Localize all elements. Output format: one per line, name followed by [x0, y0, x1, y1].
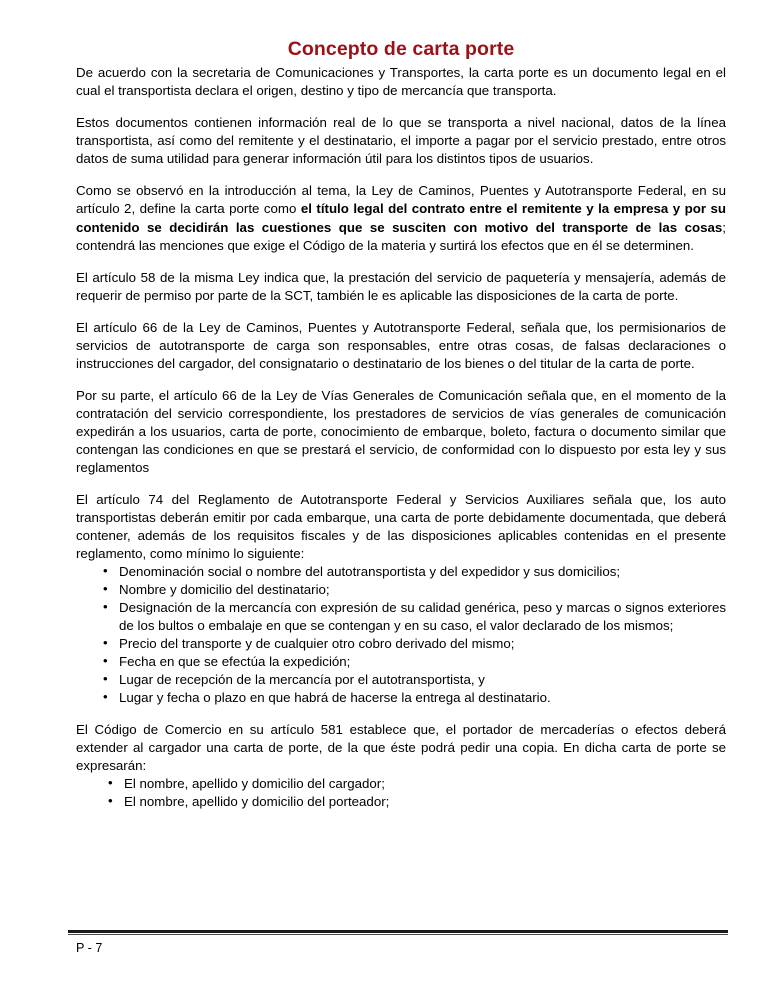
document-body [76, 38, 726, 825]
paragraph-articulo-66-caminos: El artículo 66 de la Ley de Caminos, Puentes y Autotransporte Federal, señala que, los permisionarios de servicios de autotransporte de carga son responsables, entre otras cosas, de falsas declaraciones o instrucciones del cargador, del consignatario o destinatario de los bienes o del titular de la carta de porte. [76, 319, 726, 371]
paragraph-articulo-66-vias-generales: Por su parte, el artículo 66 de la Ley de Vías Generales de Comunicación señala que, en el momento de la contratación del servicio correspondiente, los prestadores de servicios de vías generales de comunicación expedirán a los usuarios, carta de porte, conocimiento de embarque, boleto, factura o documento similar que contengan las condiciones en que se prestará el servicio, de conformidad con lo dispuesto por esta ley y sus reglamentos [76, 387, 726, 475]
list-item: • El nombre, apellido y domicilio del porteador; [76, 793, 726, 811]
list-item: • Lugar de recepción de la mercancía por el autotransportista, y [76, 671, 726, 689]
list-item: • El nombre, apellido y domicilio del cargador; [76, 775, 726, 793]
paragraph-contenido-documentos: Estos documentos contienen información real de lo que se transporta a nivel nacional, datos de la línea transportista, así como del remitente y el destinatario, el importe a pagar por el servicio prestado, entre otros datos de suma utilidad para generar información útil para los distintos tipos de usuarios. [76, 115, 726, 167]
paragraph-lead-text: Como se observó en la introducción al tema, la Ley de Caminos, Puentes y Autotransporte Federal, en su artículo 2, define la carta porte como [76, 183, 726, 217]
paragraph-codigo-comercio: El Código de Comercio en su artículo 581 establece que, el portador de mercaderías o efectos deberá extender al cargador una carta de porte, de la que éste podrá pedir una copia. En dicha carta de porte se expresarán: [76, 721, 726, 773]
paragraph-articulo-58: El artículo 58 de la misma Ley indica que, la prestación del servicio de paquetería y mensajería, además de requerir de permiso por parte de la SCT, también le es aplicable las disposiciones de la carta de porte. [76, 269, 726, 303]
paragraph-articulo-74: El artículo 74 del Reglamento de Autotransporte Federal y Servicios Auxiliares señala que, los auto transportistas deberán emitir por cada embarque, una carta de porte debidamente documentada, que deberá contener, además de los requisitos fiscales y de las disposiciones aplicables contenidas en el presente reglamento, como mínimo lo siguiente: [76, 491, 726, 561]
paragraph-bold-emphasis: el título legal del contrato entre el remitente y la empresa y por su contenido se decidirán las cuestiones que se susciten con motivo del transporte de las cosas [76, 201, 727, 235]
footer-divider-thin [68, 934, 728, 935]
list-codigo-comercio-expresiones [76, 775, 726, 811]
list-requisitos-carta-porte [76, 563, 726, 707]
list-item: • Denominación social o nombre del autotransportista y del expedidor y sus domicilios; [76, 563, 726, 581]
page-footer [68, 930, 728, 956]
list-item: • Nombre y domicilio del destinatario; [76, 581, 726, 599]
paragraph-intro: De acuerdo con la secretaria de Comunicaciones y Transportes, la carta porte es un documento legal en el cual el transportista declara el origen, destino y tipo de mercancía que transporta. [76, 65, 726, 99]
page-number: P - 7 [76, 940, 103, 955]
list-item: • Designación de la mercancía con expresión de su calidad genérica, peso y marcas o signos exteriores de los bultos o embalaje en que se contengan y en su caso, el valor declarado de los mismos; [76, 599, 726, 635]
paragraph-ley-caminos-definicion [76, 182, 726, 254]
list-item: • Precio del transporte y de cualquier otro cobro derivado del mismo; [76, 635, 726, 653]
list-item: • Lugar y fecha o plazo en que habrá de hacerse la entrega al destinatario. [76, 689, 726, 707]
paragraph-tail-text: ; contendrá las menciones que exige el Código de la materia y surtirá los efectos que en él se determinen. [76, 219, 726, 253]
list-item: • Fecha en que se efectúa la expedición; [76, 653, 726, 671]
page-title: Concepto de carta porte [287, 38, 515, 60]
